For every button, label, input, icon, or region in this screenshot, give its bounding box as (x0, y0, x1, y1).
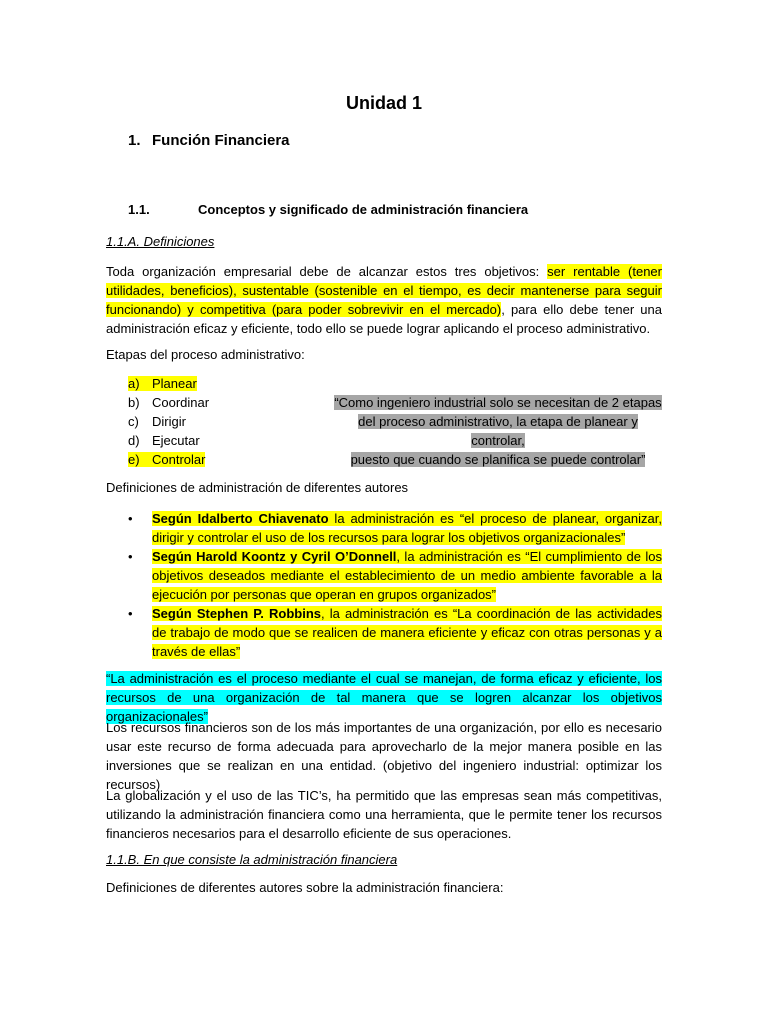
list-item (128, 393, 209, 412)
author-name: Según Harold Koontz y Cyril O’Donnell (152, 549, 397, 564)
step-letter: e) (128, 452, 140, 467)
engineer-quote (330, 393, 666, 469)
step-text: Coordinar (152, 395, 210, 410)
intro-text-2: , para ello debe tener una administración eficaz y eficiente, todo ello se puede lograr aplicando el proceso administrativo. (106, 302, 662, 336)
step-letter: d) (128, 433, 140, 448)
section-heading (128, 132, 290, 149)
step-text: Ejecutar (152, 433, 200, 448)
quote-line: “Como ingeniero industrial solo se necesitan de 2 etapas (334, 395, 662, 410)
author-name: Según Idalberto Chiavenato (152, 511, 329, 526)
subheading-administracion: 1.1.B. En que consiste la administración financiera (106, 852, 398, 867)
bullet-icon: • (128, 511, 133, 526)
list-item (128, 431, 209, 450)
closing-line: Definiciones de diferentes autores sobre la administración financiera: (106, 880, 504, 895)
cyan-highlight-text: “La administración es el proceso mediante el cual se manejan, de forma eficaz y eficiente, los recursos de una organización de tal manera que se logren alcanzar los objetivos organizacionales” (106, 671, 662, 724)
subsection-title: Conceptos y significado de administración financiera (198, 202, 529, 217)
bullet-icon: • (128, 549, 133, 564)
section-number: 1. (128, 132, 141, 149)
step-letter: c) (128, 414, 139, 429)
author-name: Según Stephen P. Robbins (152, 606, 322, 621)
author-definitions-list (128, 509, 662, 661)
bullet-icon: • (128, 606, 133, 621)
quote-line: puesto que cuando se planifica se puede controlar” (350, 452, 646, 467)
page-title: Unidad 1 (345, 93, 422, 113)
definition-text: , la administración es “La coordinación de las actividades de trabajo de modo que se realicen de manera eficiente y eficaz con otras personas y a través de ellas” (152, 606, 662, 659)
list-item (128, 412, 209, 431)
subheading-definiciones: 1.1.A. Definiciones (106, 234, 215, 249)
step-text: Controlar (152, 452, 206, 467)
intro-highlight: ser rentable (tener utilidades, beneficios), sustentable (sostenible en el tiempo, es decir mantenerse para seguir funcionando) y competitiva (para poder sobrevivir en el mercado) (106, 264, 662, 317)
intro-paragraph (106, 262, 662, 338)
step-letter: b) (128, 395, 140, 410)
subsection-number: 1.1. (128, 202, 150, 217)
subsection-heading (128, 202, 528, 217)
step-letter: a) (128, 376, 140, 391)
section-title: Función Financiera (152, 132, 290, 149)
recursos-paragraph: Los recursos financieros son de los más importantes de una organización, por ello es necesario usar este recurso de forma adecuada para aprovecharlo de la mejor manera posible en las inversiones que se realizan en una entidad. (objetivo del ingeniero industrial: optimizar los recursos) (106, 720, 662, 792)
step-text: Planear (152, 376, 197, 391)
list-item (128, 547, 662, 604)
etapas-label: Etapas del proceso administrativo: (106, 347, 305, 362)
step-text: Dirigir (152, 414, 186, 429)
list-item (128, 509, 662, 547)
quote-line: del proceso administrativo, la etapa de planear y controlar, (358, 414, 638, 448)
definition-text: , la administración es “El cumplimiento de los objetivos deseados mediante el establecimiento de un medio ambiente favorable a la ejecución por personas que operan en grupos organizados” (152, 549, 662, 602)
list-item (128, 604, 662, 661)
intro-text-1: Toda organización empresarial debe de alcanzar estos tres objetivos: (106, 264, 548, 279)
definitions-label: Definiciones de administración de diferentes autores (106, 480, 409, 495)
list-item (128, 374, 209, 393)
globalizacion-paragraph: La globalización y el uso de las TIC’s, ha permitido que las empresas sean más competitivas, utilizando la administración financiera como una herramienta, que le permite tener los recursos financieros necesarios para el desarrollo eficiente de sus operaciones. (106, 788, 662, 841)
steps-list (128, 374, 209, 469)
list-item (128, 450, 209, 469)
definition-text: la administración es “el proceso de planear, organizar, dirigir y controlar el uso de los recursos para lograr los objetivos organizacionales” (152, 511, 662, 545)
